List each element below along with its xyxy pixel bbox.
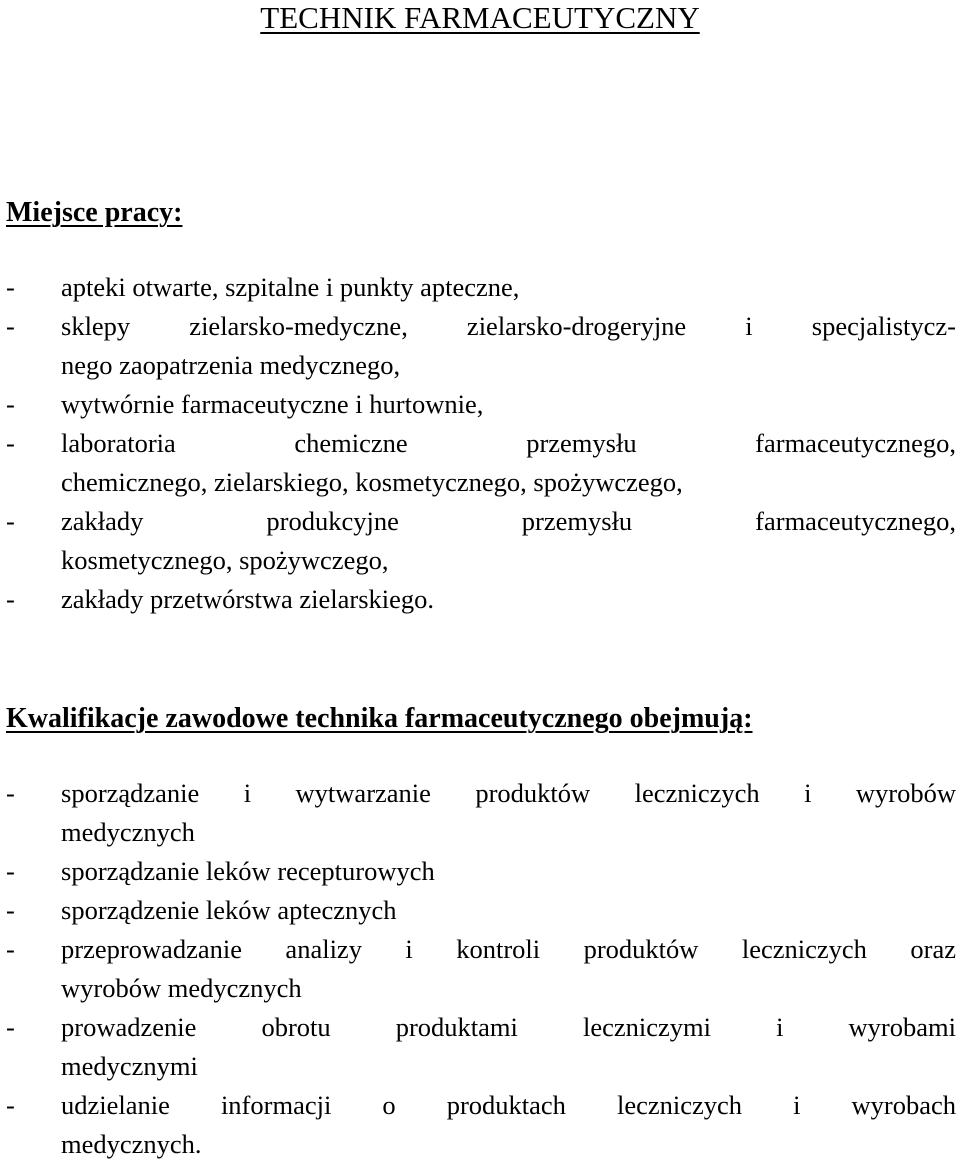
list-bullet: - bbox=[6, 428, 15, 458]
list-item-text: sklepy zielarsko-medyczne, zielarsko-drogeryjne i specjalistycz- bbox=[61, 311, 956, 341]
list-item-text: zakłady przetwórstwa zielarskiego. bbox=[61, 584, 435, 614]
page-title: TECHNIK FARMACEUTYCZNY bbox=[260, 0, 700, 35]
list-item bbox=[6, 930, 956, 969]
list-item bbox=[6, 1008, 956, 1047]
list-item-text: przeprowadzanie analizy i kontroli produktów leczniczych oraz bbox=[61, 934, 956, 964]
list-item bbox=[6, 268, 956, 307]
list-item-continuation: chemicznego, zielarskiego, kosmetycznego, spożywczego, bbox=[61, 467, 683, 497]
list-item bbox=[6, 307, 956, 346]
list-bullet: - bbox=[6, 311, 15, 341]
list-bullet: - bbox=[6, 584, 15, 614]
section-heading-workplace: Miejsce pracy: bbox=[6, 197, 183, 228]
list-item-continuation: medycznych. bbox=[61, 1129, 202, 1159]
list-item-text: udzielanie informacji o produktach leczniczych i wyrobach bbox=[61, 1090, 956, 1120]
list-item bbox=[6, 424, 956, 463]
list-item bbox=[6, 580, 956, 619]
list-item-continuation: medycznych bbox=[61, 817, 195, 847]
list-bullet: - bbox=[6, 506, 15, 536]
list-bullet: - bbox=[6, 778, 15, 808]
list-item-continuation: wyrobów medycznych bbox=[61, 973, 302, 1003]
qualifications-list bbox=[6, 774, 956, 1164]
list-item bbox=[6, 891, 956, 930]
list-item-text: apteki otwarte, szpitalne i punkty apteczne, bbox=[61, 272, 520, 302]
list-bullet: - bbox=[6, 389, 15, 419]
list-item bbox=[6, 1086, 956, 1125]
list-item-text: sporządzenie leków aptecznych bbox=[61, 895, 397, 925]
list-bullet: - bbox=[6, 1012, 15, 1042]
list-bullet: - bbox=[6, 272, 15, 302]
list-bullet: - bbox=[6, 895, 15, 925]
list-item-continuation: medycznymi bbox=[61, 1051, 198, 1081]
list-item bbox=[6, 852, 956, 891]
list-bullet: - bbox=[6, 856, 15, 886]
section-heading-qualifications: Kwalifikacje zawodowe technika farmaceutycznego obejmują: bbox=[6, 703, 753, 734]
list-item-text: wytwórnie farmaceutyczne i hurtownie, bbox=[61, 389, 484, 419]
list-item-continuation: kosmetycznego, spożywczego, bbox=[61, 545, 389, 575]
list-item-text: sporządzanie leków recepturowych bbox=[61, 856, 435, 886]
list-item-continuation: nego zaopatrzenia medycznego, bbox=[61, 350, 401, 380]
workplace-list bbox=[6, 268, 956, 619]
list-item-text: zakłady produkcyjne przemysłu farmaceutycznego, bbox=[61, 506, 956, 536]
list-bullet: - bbox=[6, 1090, 15, 1120]
list-item-text: laboratoria chemiczne przemysłu farmaceutycznego, bbox=[61, 428, 956, 458]
list-bullet: - bbox=[6, 934, 15, 964]
list-item bbox=[6, 385, 956, 424]
list-item bbox=[6, 502, 956, 541]
list-item bbox=[6, 774, 956, 813]
list-item-text: sporządzanie i wytwarzanie produktów leczniczych i wyrobów bbox=[61, 778, 956, 808]
list-item-text: prowadzenie obrotu produktami leczniczymi i wyrobami bbox=[61, 1012, 956, 1042]
